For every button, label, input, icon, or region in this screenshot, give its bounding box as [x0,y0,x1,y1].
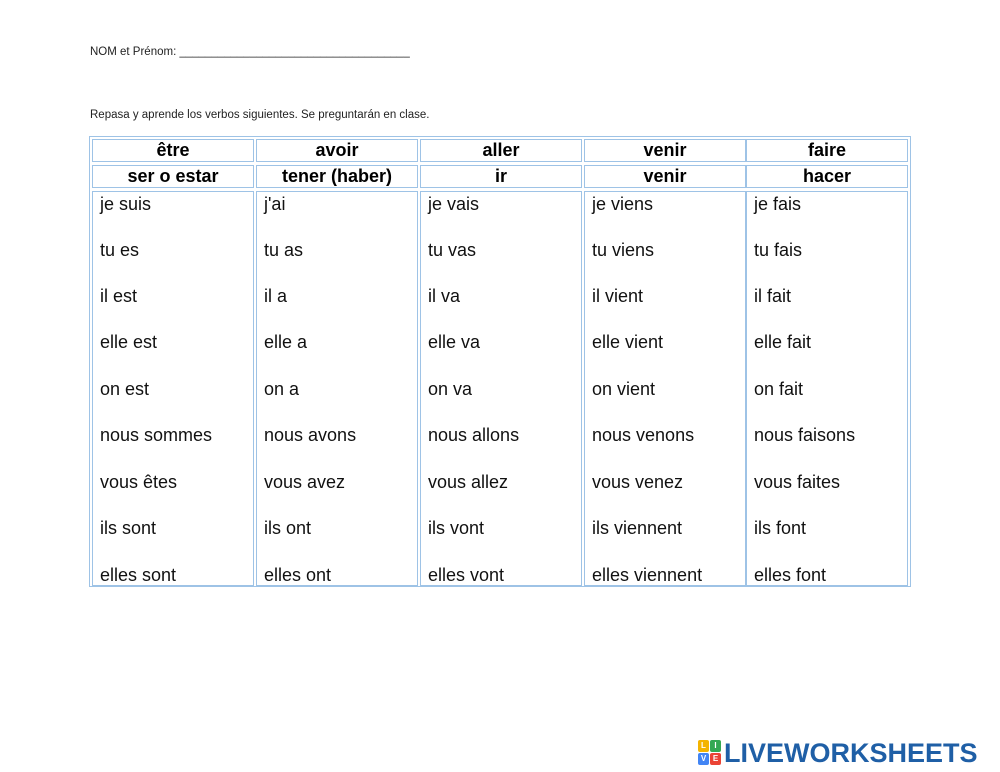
conjugation-form: ils ont [264,518,312,538]
conjugation-form: vous êtes [100,472,178,492]
conjugation-form: nous allons [428,425,520,445]
conjugation-form: vous venez [592,472,684,492]
verb-header: aller [482,140,520,160]
conjugation-form: elles viennent [592,565,703,585]
conjugation-form: on fait [754,379,804,399]
verb-header: venir [643,140,687,160]
conjugation-form: il vient [592,286,644,306]
conjugation-form: on va [428,379,473,399]
conjugation-form: ils vont [428,518,485,538]
translation-header: tener (haber) [281,166,393,186]
conjugation-form: il fait [754,286,792,306]
conjugation-form: tu fais [754,240,803,260]
conjugation-form: nous faisons [754,425,856,445]
conjugation-form: elles sont [100,565,177,585]
conjugation-form: il a [264,286,288,306]
verb-header-cell [92,139,254,162]
conjugation-form: elle a [264,332,308,352]
conjugation-form: tu as [264,240,304,260]
liveworksheets-logo [698,737,978,769]
conjugation-form: je vais [428,194,480,214]
conjugation-form: ils viennent [592,518,683,538]
conjugation-form: on est [100,379,150,399]
translation-header-cell [746,165,908,188]
conjugation-cell [420,191,582,586]
conjugation-form: nous avons [264,425,357,445]
translation-header: ir [494,166,507,186]
conjugation-form: on vient [592,379,656,399]
liveworksheets-logo-icon: L I V E [698,740,722,766]
conjugation-form: nous sommes [100,425,213,445]
verb-header-cell [420,139,582,162]
conjugation-form: elle vient [592,332,664,352]
conjugation-form: elle fait [754,332,812,352]
translation-header-cell [420,165,582,188]
instruction-text: Repasa y aprende los verbos siguientes. Se preguntarán en clase. [90,109,430,121]
verb-header: être [156,140,190,160]
conjugation-form: on a [264,379,300,399]
translation-header-cell [256,165,418,188]
conjugation-form: tu viens [592,240,655,260]
conjugation-form: nous venons [592,425,695,445]
verb-header-cell [256,139,418,162]
translation-header-cell [584,165,746,188]
conjugation-form: elles font [754,565,827,585]
conjugation-cell [746,191,908,586]
conjugation-form: tu es [100,240,140,260]
conjugation-form: elle est [100,332,158,352]
verb-header: avoir [315,140,359,160]
conjugation-form: ils sont [100,518,157,538]
conjugation-form: elles ont [264,565,332,585]
logo-text: LIVEWORKSHEETS [724,737,978,768]
translation-header-cell [92,165,254,188]
conjugation-form: il va [428,286,461,306]
translation-header: hacer [802,166,852,186]
conjugation-form: vous faites [754,472,841,492]
translation-header: ser o estar [127,166,219,186]
translation-header: venir [643,166,687,186]
conjugation-table [89,136,911,587]
conjugation-form: j'ai [264,194,286,214]
verb-header-cell [746,139,908,162]
conjugation-form: elles vont [428,565,505,585]
conjugation-form: vous avez [264,472,346,492]
conjugation-cell [584,191,746,586]
conjugation-form: je fais [754,194,802,214]
verb-header: faire [807,140,847,160]
conjugation-form: tu vas [428,240,477,260]
conjugation-form: ils font [754,518,807,538]
conjugation-form: il est [100,286,138,306]
conjugation-cell [256,191,418,586]
conjugation-form: elle va [428,332,481,352]
conjugation-cell [92,191,254,586]
verb-header-cell [584,139,746,162]
conjugation-form: vous allez [428,472,509,492]
conjugation-form: je viens [592,194,654,214]
name-line: NOM et Prénom: ____________________________________ [90,46,410,58]
conjugation-form: je suis [100,194,152,214]
